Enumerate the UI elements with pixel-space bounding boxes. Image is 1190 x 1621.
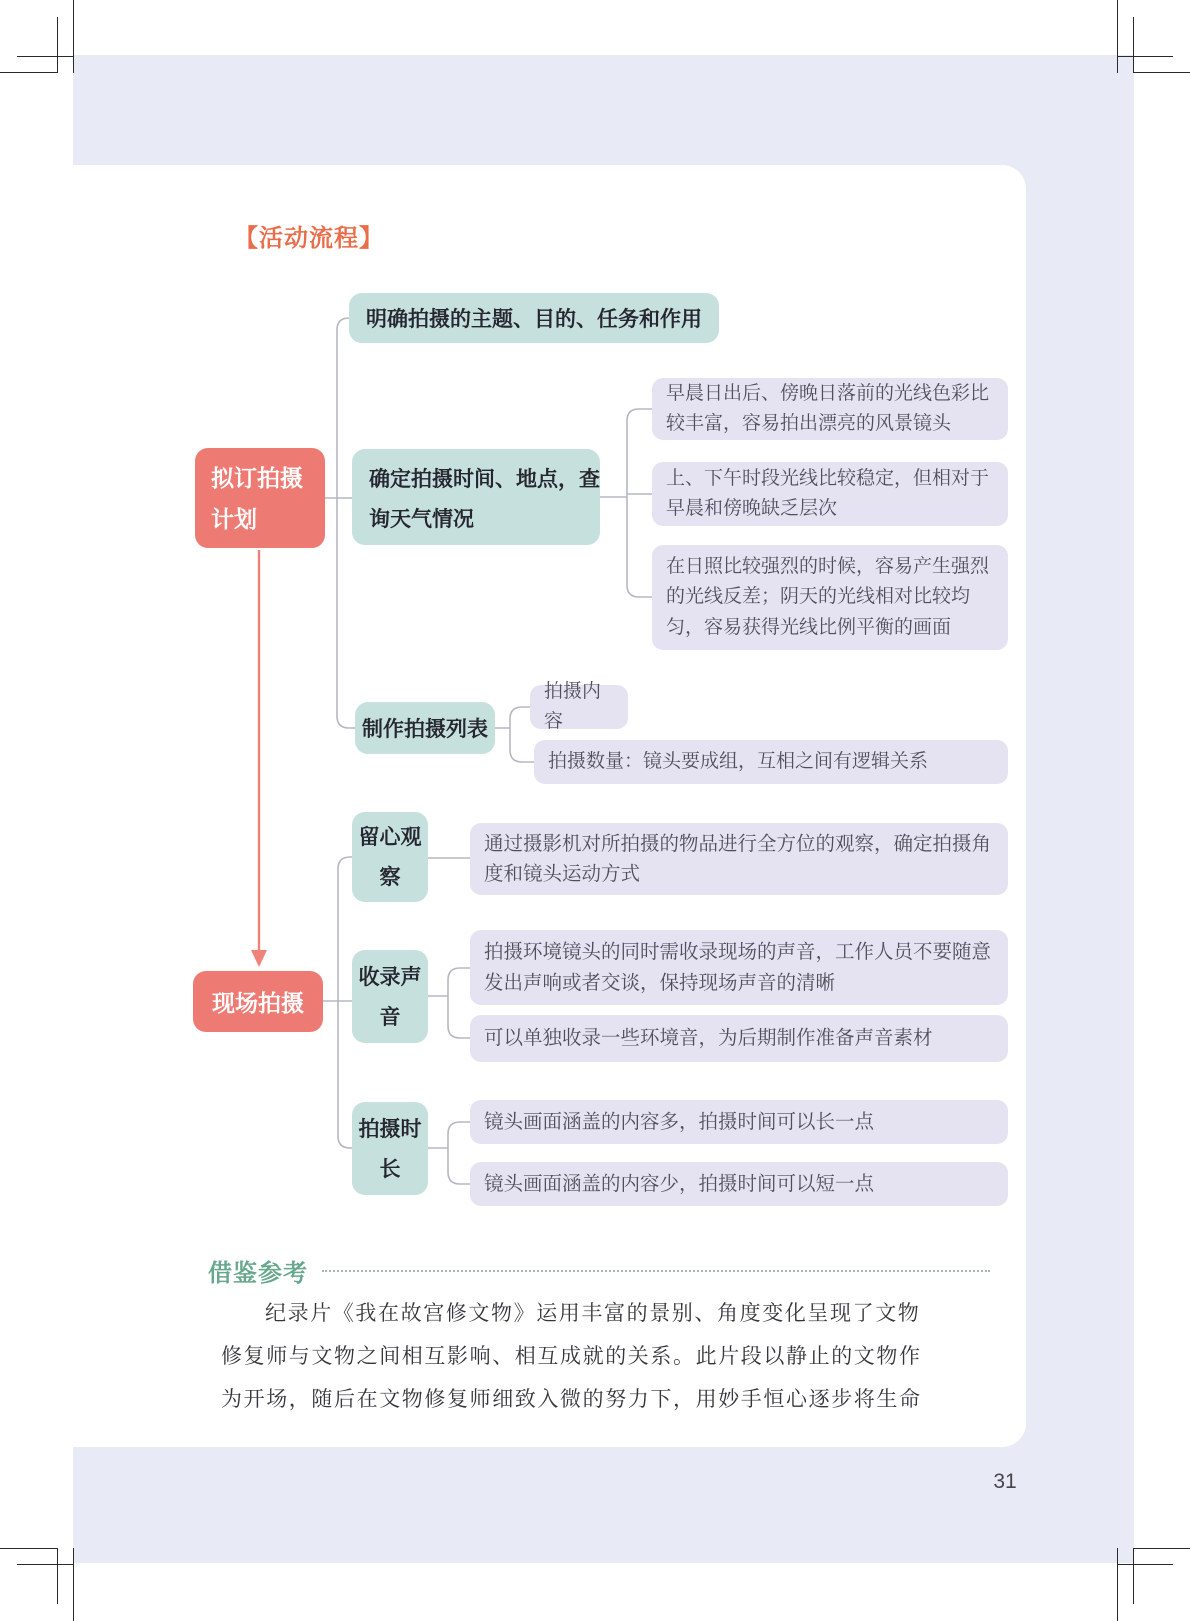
note-text: 通过摄影机对所拍摄的物品进行全方位的观察，确定拍摄角度和镜头运动方式 <box>484 832 992 885</box>
reference-paragraph-line: 修复师与文物之间相互影响、相互成就的关系。此片段以静止的文物作 <box>221 1344 922 1368</box>
note-morning-evening-light <box>652 378 1008 440</box>
branch-node-time-weather <box>352 449 600 545</box>
note-short-duration <box>470 1162 1008 1206</box>
section-header: 【活动流程】 <box>234 225 384 252</box>
note-strong-sun-contrast <box>652 545 1008 650</box>
note-text: 拍摄数量：镜头要成组，互相之间有逻辑关系 <box>548 750 929 772</box>
branch-node-duration <box>352 1102 428 1195</box>
note-text: 拍摄内容 <box>544 680 602 732</box>
reference-paragraph-line: 为开场，随后在文物修复师细致入微的努力下，用妙手恒心逐步将生命 <box>221 1387 922 1411</box>
branch-node-record-sound <box>352 950 428 1043</box>
branch-node-shot-list <box>355 702 495 754</box>
note-midday-light <box>652 462 1008 526</box>
note-text: 拍摄环境镜头的同时需收录现场的声音，工作人员不要随意发出声响或者交谈，保持现场声音的清晰 <box>484 941 992 994</box>
note-shoot-content <box>530 680 628 732</box>
branch-node-observe-label: 留心观察 <box>358 825 422 889</box>
note-text: 上、下午时段光线比较稳定，但相对于早晨和傍晚缺乏层次 <box>666 467 990 519</box>
page-number: 31 <box>993 1470 1017 1493</box>
branch-node-theme <box>349 293 719 343</box>
note-text: 可以单独收录一些环境音，为后期制作准备声音素材 <box>484 1027 933 1050</box>
note-text: 在日照比较强烈的时候，容易产生强烈的光线反差；阴天的光线相对比较均匀，容易获得光线比例平衡的画面 <box>666 555 990 638</box>
note-text: 镜头画面涵盖的内容少，拍摄时间可以短一点 <box>484 1172 875 1195</box>
reference-dotted-divider <box>322 1270 990 1272</box>
note-long-duration <box>470 1100 1008 1144</box>
stage-node-planning-label: 拟订拍摄计划 <box>211 466 303 532</box>
stage-node-onsite-label: 现场拍摄 <box>212 991 304 1016</box>
reference-heading: 借鉴参考 <box>208 1260 308 1287</box>
branch-node-theme-label: 明确拍摄的主题、目的、任务和作用 <box>366 307 702 331</box>
stage-node-planning <box>195 448 325 548</box>
reference-paragraph-line: 纪录片《我在故宫修文物》运用丰富的景别、角度变化呈现了文物 <box>265 1301 921 1325</box>
stage-node-onsite <box>193 971 323 1032</box>
note-text: 镜头画面涵盖的内容多，拍摄时间可以长一点 <box>484 1110 875 1133</box>
note-camera-observation <box>470 823 1008 895</box>
branch-node-duration-label: 拍摄时长 <box>358 1116 422 1181</box>
note-live-sound <box>470 930 1008 1005</box>
branch-node-time-weather-label: 确定拍摄时间、地点，查询天气情况 <box>369 467 600 531</box>
branch-node-observe <box>352 812 428 902</box>
branch-node-shot-list-label: 制作拍摄列表 <box>362 717 488 741</box>
note-ambient-sound <box>470 1015 1008 1062</box>
branch-node-record-sound-label: 收录声音 <box>358 964 422 1029</box>
note-shoot-quantity <box>534 740 1008 784</box>
note-text: 早晨日出后、傍晚日落前的光线色彩比较丰富，容易拍出漂亮的风景镜头 <box>666 382 990 434</box>
